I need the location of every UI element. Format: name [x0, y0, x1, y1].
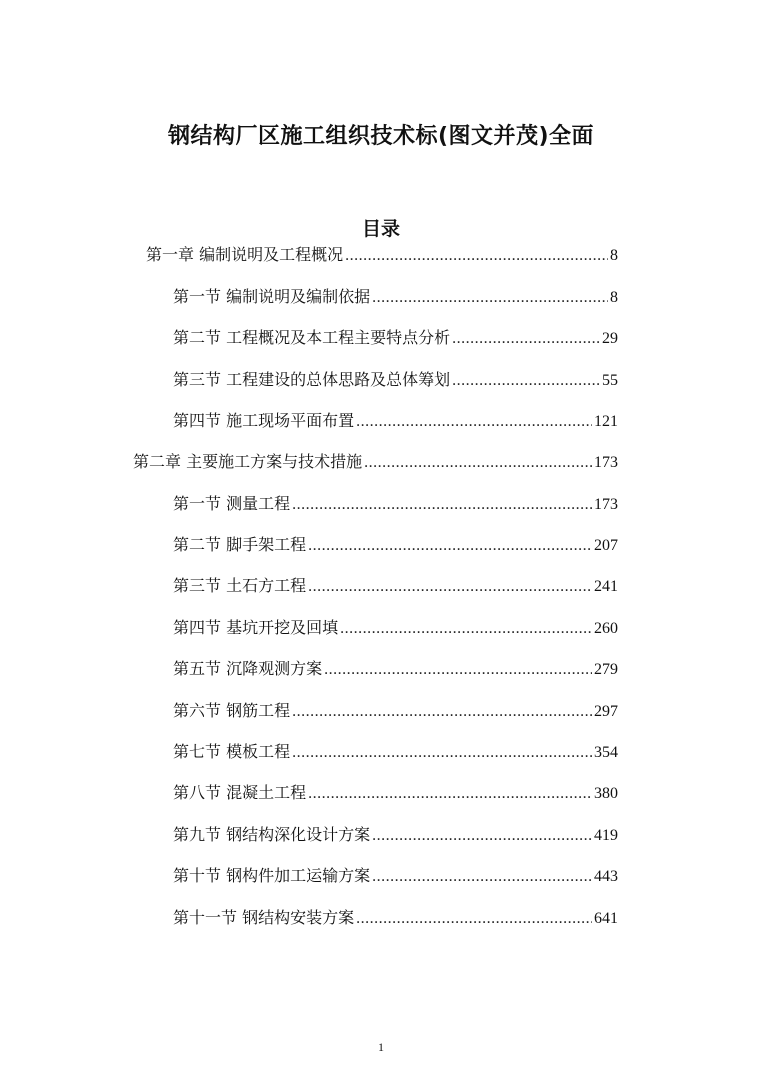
toc-entry-label: 第二节 工程概况及本工程主要特点分析 — [173, 328, 451, 347]
page-number: 1 — [378, 1040, 384, 1054]
toc-entry-label: 第一节 测量工程 — [173, 494, 291, 513]
toc-entry[interactable] — [173, 701, 618, 721]
toc-entry[interactable] — [173, 411, 618, 431]
toc-entry[interactable] — [173, 328, 618, 348]
toc-entry-label: 第十节 钢构件加工运输方案 — [173, 866, 371, 885]
toc-entry-page: 29 — [602, 330, 618, 347]
toc-dot-leader — [364, 453, 592, 473]
toc-entry-page: 173 — [594, 454, 618, 471]
toc-entry-page: 419 — [594, 827, 618, 844]
toc-dot-leader — [308, 577, 592, 597]
toc-entry[interactable] — [173, 494, 618, 514]
toc-entry[interactable] — [173, 287, 618, 307]
toc-dot-leader — [324, 660, 592, 680]
toc-entry-label: 第九节 钢结构深化设计方案 — [173, 825, 371, 844]
toc-entry-page: 173 — [594, 496, 618, 513]
toc-entry-label: 第一节 编制说明及编制依据 — [173, 287, 371, 306]
document-title: 钢结构厂区施工组织技术标(图文并茂)全面 — [167, 124, 595, 149]
toc-entry-page: 121 — [594, 413, 618, 430]
toc-entry-label: 第七节 模板工程 — [173, 742, 291, 761]
toc-dot-leader — [372, 826, 592, 846]
toc-entry-page: 260 — [594, 620, 618, 637]
toc-entry[interactable] — [173, 783, 618, 803]
toc-entry-label: 第三节 工程建设的总体思路及总体筹划 — [173, 370, 451, 389]
toc-dot-leader — [356, 909, 592, 929]
toc-entry-page: 380 — [594, 785, 618, 802]
toc-entry-page: 279 — [594, 661, 618, 678]
toc-entry[interactable] — [173, 825, 618, 845]
toc-entry-page: 207 — [594, 537, 618, 554]
toc-entry[interactable] — [146, 245, 618, 265]
toc-dot-leader — [292, 702, 592, 722]
toc-entry-label: 第一章 编制说明及工程概况 — [146, 245, 344, 264]
toc-entry-page: 443 — [594, 868, 618, 885]
toc-dot-leader — [345, 246, 608, 266]
toc-entry-label: 第三节 土石方工程 — [173, 576, 307, 595]
toc-entry[interactable] — [173, 618, 618, 638]
toc-entry[interactable] — [173, 576, 618, 596]
toc-heading: 目录 — [361, 218, 400, 240]
toc-dot-leader — [372, 288, 608, 308]
toc-dot-leader — [308, 536, 592, 556]
toc-entry-page: 8 — [610, 247, 618, 264]
toc-entry-label: 第二节 脚手架工程 — [173, 535, 307, 554]
toc-entry-page: 297 — [594, 703, 618, 720]
toc-entry[interactable] — [173, 908, 618, 928]
toc-entry-page: 641 — [594, 910, 618, 927]
toc-entry[interactable] — [173, 370, 618, 390]
toc-entry[interactable] — [173, 742, 618, 762]
toc-entry-label: 第六节 钢筋工程 — [173, 701, 291, 720]
toc-entry[interactable] — [173, 659, 618, 679]
toc-dot-leader — [292, 495, 592, 515]
toc-entry-page: 8 — [610, 289, 618, 306]
toc-entry-page: 354 — [594, 744, 618, 761]
toc-entry[interactable] — [133, 452, 618, 472]
toc-dot-leader — [356, 412, 592, 432]
toc-entry-label: 第四节 基坑开挖及回填 — [173, 618, 339, 637]
toc-entry-page: 241 — [594, 578, 618, 595]
toc-entry-label: 第八节 混凝土工程 — [173, 783, 307, 802]
toc-entry-page: 55 — [602, 372, 618, 389]
toc-entry-label: 第四节 施工现场平面布置 — [173, 411, 355, 430]
toc-dot-leader — [452, 371, 600, 391]
toc-entry[interactable] — [173, 866, 618, 886]
toc-dot-leader — [308, 784, 592, 804]
toc-dot-leader — [372, 867, 592, 887]
toc-dot-leader — [340, 619, 592, 639]
toc-entry[interactable] — [173, 535, 618, 555]
toc-entry-label: 第五节 沉降观测方案 — [173, 659, 323, 678]
toc-entry-label: 第二章 主要施工方案与技术措施 — [133, 452, 363, 471]
toc-dot-leader — [452, 329, 600, 349]
toc-dot-leader — [292, 743, 592, 763]
toc-entry-label: 第十一节 钢结构安装方案 — [173, 908, 355, 927]
